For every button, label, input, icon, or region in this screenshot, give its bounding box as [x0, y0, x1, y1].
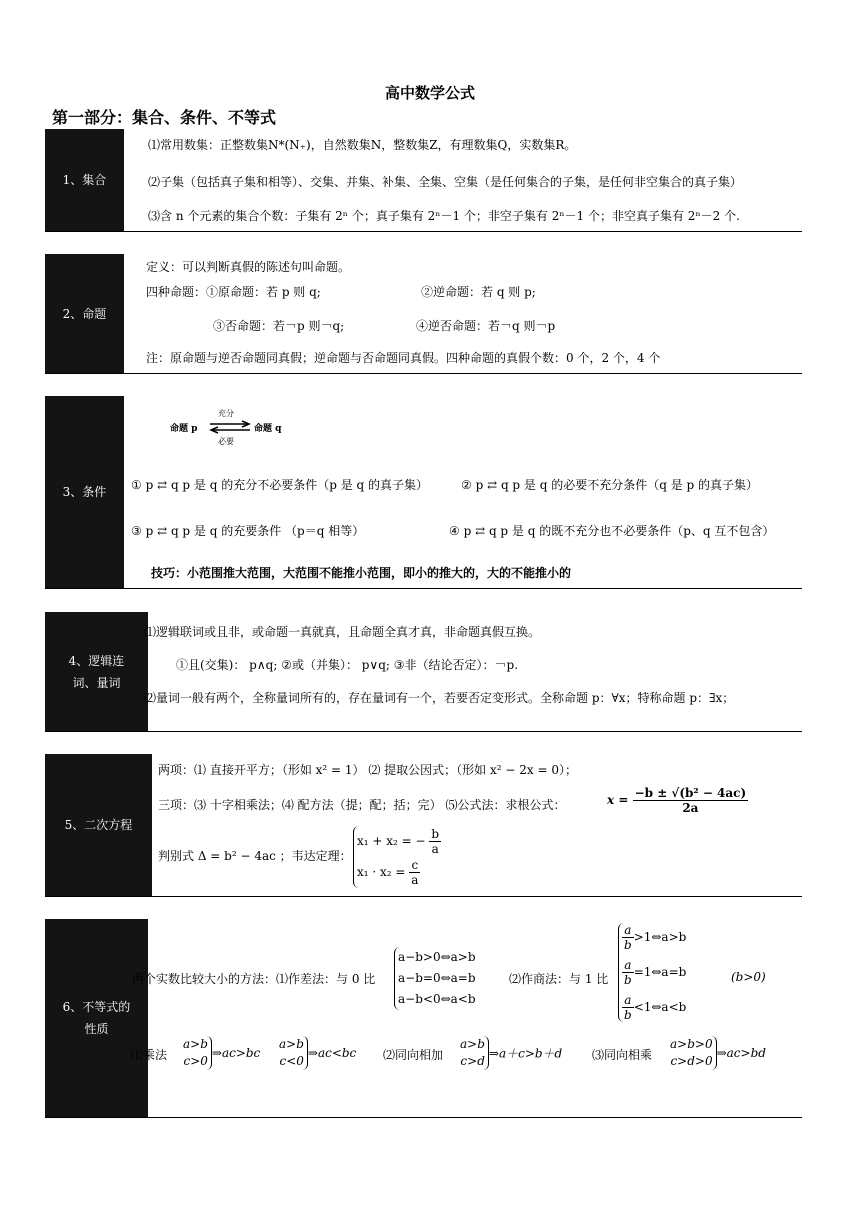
diagram-top: 充分 [218, 409, 234, 418]
rule-result: ⇒a＋c>b＋d [488, 1046, 563, 1061]
quotient-eq: =1⇔a=b [633, 965, 687, 979]
quotient-numerator: a [622, 923, 634, 938]
difference-method [394, 947, 476, 1010]
condition-3: ③ p ⇄ q p 是 q 的充要条件 （p＝q 相等） [131, 524, 365, 538]
multiplication-rule-1 [183, 1036, 260, 1070]
multiplication-label: ⑴乘法 [131, 1048, 168, 1062]
rule-premise-bottom: c>d [460, 1054, 485, 1068]
vieta-sum: x₁ + x₂ = − [357, 834, 426, 848]
multiply-same-rule [670, 1036, 766, 1070]
addition-rule [460, 1036, 562, 1070]
quotient-gt: >1⇔a>b [633, 930, 687, 944]
definition-line: 定义：可以判断真假的陈述句叫命题。 [146, 260, 351, 274]
difference-gt: a−b>0⇔a>b [398, 950, 476, 964]
root-formula: x = $\frac{\text{−b ± √(b² − 4ac)}}{2a}$ [607, 786, 747, 815]
quotient-numerator: a [622, 958, 634, 973]
connective-types-line: ①且(交集)： p∧q; ②或（并集）： p∨q; ③非（结论否定）：￢p. [176, 658, 519, 672]
rule-result: ⇒ac>bd [716, 1046, 766, 1060]
rule-result: ⇒ac<bc [307, 1046, 357, 1060]
section-logic [45, 612, 802, 732]
rule-result: ⇒ac>bc [211, 1046, 261, 1060]
section-label-text: 5、二次方程 [64, 818, 133, 832]
rule-premise-bottom: c>d>0 [670, 1054, 713, 1068]
converse-proposition: ②逆命题：若 q 则 p; [421, 285, 536, 299]
condition-note: (b>0) [731, 970, 766, 984]
section-conditions [45, 396, 802, 589]
section-label-text: 4、逻辑连词、量词 [68, 653, 125, 690]
diagram-right: 命题 q [254, 424, 282, 434]
discriminant-line: 判别式 Δ = b² − 4ac ；韦达定理： [158, 849, 352, 863]
section-label: 2、命题 [45, 254, 124, 373]
section-label [45, 612, 148, 731]
rule-premise-top: a>b [460, 1037, 485, 1051]
section-label: 1、集合 [45, 129, 124, 231]
contrapositive-proposition: ④逆否命题：若￢q 则￢p [416, 319, 556, 333]
note-line: 注：原命题与逆否命题同真假；逆命题与否命题同真假。四种命题的真假个数：0 个，2 个，4 个 [146, 351, 661, 365]
condition-1: ① p ⇄ q p 是 q 的充分不必要条件（p 是 q 的真子集） [131, 478, 429, 492]
original-proposition: 四种命题：①原命题：若 p 则 q; [146, 285, 321, 299]
subset-line: ⑵子集（包括真子集和相等）、交集、并集、补集、全集、空集（是任何集合的子集，是任何非空集合的真子集） [148, 175, 743, 189]
difference-lt: a−b<0⇔a<b [398, 992, 476, 1006]
three-term-line: 三项：⑶ 十字相乘法；⑷ 配方法（提；配；括；完） ⑸公式法：求根公式： [158, 798, 566, 812]
rule-premise-top: a>b [183, 1037, 208, 1051]
two-term-line: 两项：⑴ 直接开平方；（形如 x² = 1） ⑵ 提取公因式；（形如 x² − 2x = 0）； [158, 763, 577, 777]
connectives-line: ⑴逻辑联词或且非，或命题一真就真，且命题全真才真，非命题真假互换。 [144, 625, 541, 639]
root-denominator: 2a [682, 801, 699, 815]
rule-premise-bottom: c>0 [183, 1054, 208, 1068]
number-sets-line: ⑴常用数集：正整数集N*(N₊)，自然数集N，整数集Z，有理数集Q，实数集R。 [148, 138, 577, 152]
section-label [45, 754, 152, 896]
quotient-denominator: b [624, 1008, 632, 1022]
rule-premise-top: a>b>0 [670, 1037, 713, 1051]
section-inequality [45, 919, 802, 1118]
subset-count-line: ⑶含 n 个元素的集合个数：子集有 2ⁿ 个；真子集有 2ⁿ－1 个；非空子集有 2ⁿ－1 个；非空真子集有 2ⁿ－2 个. [148, 209, 740, 223]
inverse-proposition: ③否命题：若￢p 则￢q; [213, 319, 345, 333]
vieta-product-denominator: a [411, 873, 419, 887]
double-arrow-icon [208, 420, 252, 434]
section-quadratic [45, 754, 802, 897]
condition-diagram [170, 408, 300, 448]
vieta-product: x₁ · x₂ = [357, 865, 406, 879]
vieta-sum-numerator: b [431, 827, 440, 841]
diagram-left: 命题 p [170, 424, 198, 434]
quotient-label: ⑵作商法：与 1 比 [509, 972, 609, 986]
multiply-same-label: ⑶同向相乘 [592, 1048, 653, 1062]
condition-4: ④ p ⇄ q p 是 q 的既不充分也不必要条件（p、q 互不包含） [449, 524, 775, 538]
quotient-numerator: a [622, 993, 634, 1008]
section-label: 3、条件 [45, 396, 124, 588]
section-label [45, 919, 148, 1117]
quotient-denominator: b [624, 938, 632, 952]
part-heading: 第一部分：集合、条件、不等式 [52, 108, 277, 127]
tip-line: 技巧：小范围推大范围，大范围不能推小范围，即小的推大的，大的不能推小的 [151, 566, 572, 580]
vieta-formulas [353, 826, 441, 888]
addition-label: ⑵同向相加 [383, 1048, 444, 1062]
section-propositions [45, 254, 802, 374]
section-label-text: 6、不等式的性质 [62, 1000, 131, 1036]
page-title: 高中数学公式 [384, 84, 475, 102]
quotient-method [618, 923, 686, 1022]
difference-eq: a−b=0⇔a=b [398, 971, 476, 985]
quantifier-line: ⑵量词一般有两个，全称量词所有的，存在量词有一个，若要否定变形式。全称命题 p：∀x；特称命题 p：∃x； [144, 691, 735, 705]
quotient-lt: <1⇔a<b [633, 1000, 687, 1014]
section-sets [45, 129, 802, 232]
rule-premise-top: a>b [279, 1037, 304, 1051]
condition-2: ② p ⇄ q p 是 q 的必要不充分条件（q 是 p 的真子集） [461, 478, 759, 492]
root-numerator: −b ± √(b² − 4ac) [634, 786, 747, 800]
rule-premise-bottom: c<0 [279, 1054, 304, 1068]
diagram-bottom: 必要 [218, 437, 234, 446]
multiplication-rule-2 [279, 1036, 356, 1070]
compare-line: 两个实数比较大小的方法：⑴作差法：与 0 比 [132, 972, 376, 986]
vieta-product-numerator: c [409, 858, 420, 873]
quotient-denominator: b [624, 973, 632, 987]
vieta-sum-denominator: a [431, 842, 439, 856]
